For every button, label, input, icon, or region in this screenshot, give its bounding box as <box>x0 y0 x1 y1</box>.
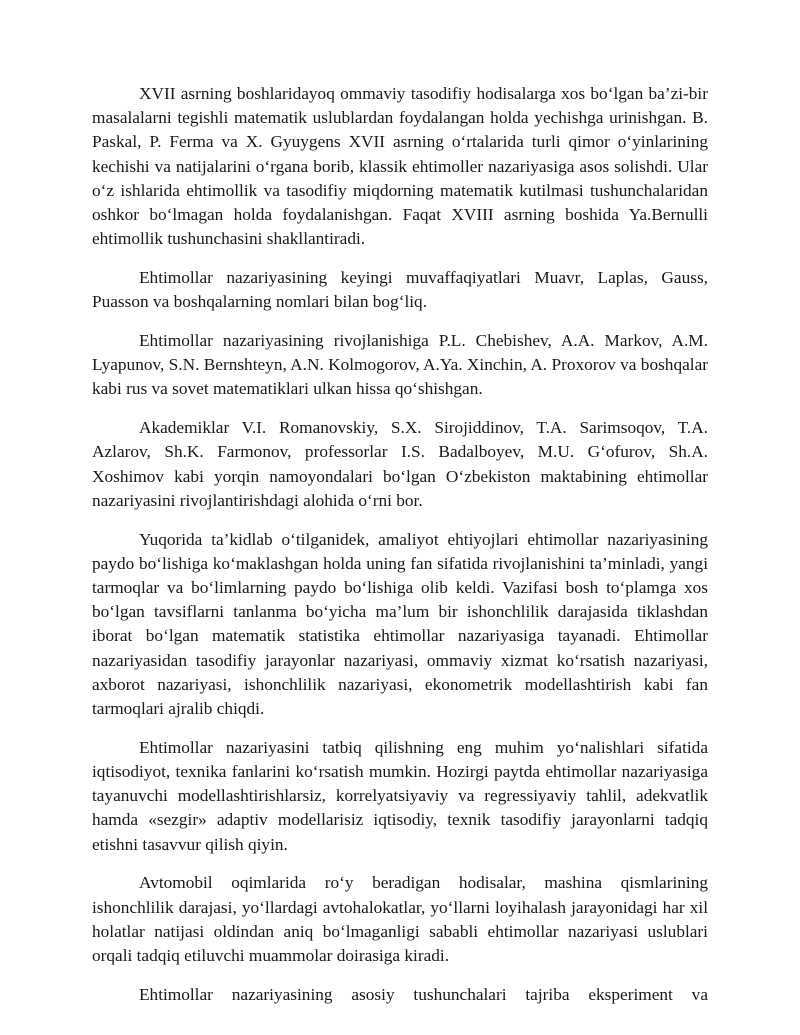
document-page <box>92 82 708 1007</box>
paragraph-practice-needs: Yuqorida ta’kidlab o‘tilganidek, amaliyot ehtiyojlari ehtimollar nazariyasining paydo bo‘lishiga ko‘maklashgan holda uning fan sifatida rivojlanishini ta’minladi, yangi tarmoqlar va bo‘limlarning paydo bo‘lishiga olib keldi. Vazifasi bosh to‘plamga xos bo‘lgan tavsiflarni tanlanma bo‘yicha ma’lum bir ishonchlilik darajasida tiklashdan iborat bo‘lgan matematik statistika ehtimollar nazariyasiga tayanadi. Ehtimollar nazariyasidan tasodifiy jarayonlar nazariyasi, ommaviy xizmat ko‘rsatish nazariyasi, axborot nazariyasi, ishonchlilik nazariyasi, ekonometrik modellashtirish kabi fan tarmoqlari ajralib chiqdi. <box>92 529 708 719</box>
paragraph-basic-concepts: Ehtimollar nazariyasining asosiy tushunchalari tajriba eksperiment va <box>139 984 708 1004</box>
paragraph-uzbek-school: Akademiklar V.I. Romanovskiy, S.X. Sirojiddinov, T.A. Sarimsoqov, T.A. Azlarov, Sh.K. Farmonov, professorlar I.S. Badalboyev, M.U. G‘ofurov, Sh.A. Xoshimov kabi yorqin namoyondalari bo‘lgan O‘zbekiston maktabining ehtimollar nazariyasini rivojlantirishdagi alohida o‘rni bor. <box>92 418 708 510</box>
paragraph-history-xvii: XVII asrning boshlaridayoq ommaviy tasodifiy hodisalarga xos bo‘lgan ba’zi-bir masalalarni tegishli matematik uslublardan foydalangan holda yechishga urinishgan. B. Paskal, P. Ferma va X. Gyuygens XVII asrning o‘rtalarida turli qimor o‘yinlarining kechishi va natijalarini o‘rgana borib, klassik ehtimoller nazariyasiga asos solishdi. Ular o‘z ishlarida ehtimollik va tasodifiy miqdorning matematik kutilmasi tushunchalaridan oshkor bo‘lmagan holda foydalanishgan. Faqat XVIII asrning boshida Ya.Bernulli ehtimollik tushunchasini shakllantiradi. <box>92 84 708 249</box>
paragraph-applications: Ehtimollar nazariyasini tatbiq qilishning eng muhim yo‘nalishlari sifatida iqtisodiyot, texnika fanlarini ko‘rsatish mumkin. Hozirgi paytda ehtimollar nazariyasiga tayanuvchi modellashtirishlarsiz, korrelyatsiyaviy va regressiyaviy tahlil, adekvatlik hamda «sezgir» adaptiv modellarisiz iqtisodiy, texnik tasodifiy jarayonlarni tadqiq etishni tasavvur qilish qiyin. <box>92 737 708 854</box>
paragraph-traffic: Avtomobil oqimlarida ro‘y beradigan hodisalar, mashina qismlarining ishonchlilik darajasi, yo‘llardagi avtohalokatlar, yo‘llarni loyihalash jarayonidagi har xil holatlar natijasi oldindan aniq bo‘lmaganligi sababli ehtimollar nazariyasi uslublari orqali tadqiq etiluvchi muammolar doirasiga kiradi. <box>92 873 708 966</box>
paragraph-russian-soviet: Ehtimollar nazariyasining rivojlanishiga P.L. Chebishev, A.A. Markov, A.M. Lyapunov, S.N. Bernshteyn, A.N. Kolmogorov, A.Ya. Xinchin, A. Proxorov va boshqalar kabi rus va sovet matematiklari ulkan hissa qo‘shishgan. <box>92 331 708 399</box>
paragraph-successors: Ehtimollar nazariyasining keyingi muvaffaqiyatlari Muavr, Laplas, Gauss, Puasson va boshqalarning nomlari bilan bog‘liq. <box>92 268 708 312</box>
